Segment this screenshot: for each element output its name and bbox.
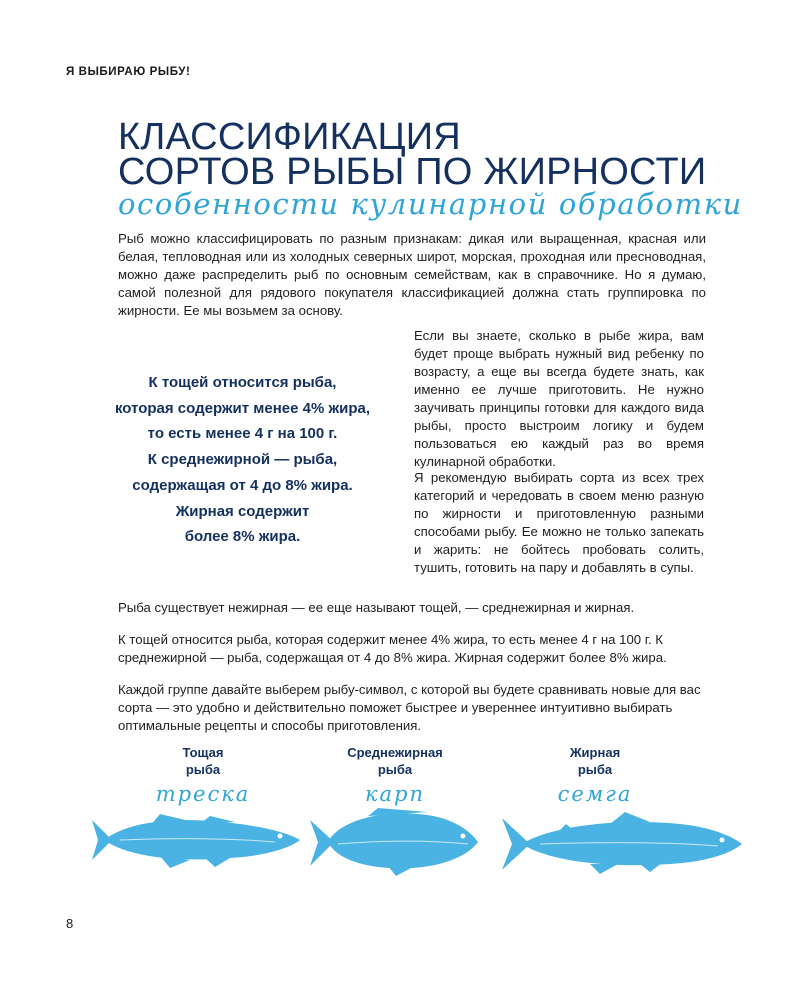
highlight-line: Жирная содержит [175,502,310,520]
fish-name: карп [364,782,426,806]
bottom-paragraph-3: Каждой группе давайте выберем рыбу-символ, с которой вы будете сравнивать новые для вас сорта — это удобно и действительно поможет быстрее и увереннее интуитивно выбирать оптимальные рецепты и способы приготовления. [118,682,701,733]
salmon-fish-illustration [500,812,744,876]
highlight-block [90,370,395,550]
highlight-line: более 8% жира. [184,528,301,546]
cod-fish-illustration [90,810,302,870]
fish-label-line2: рыба [577,762,613,777]
fish-card-salmon [540,744,650,806]
right-column-paragraph-1: Если вы знаете, сколько в рыбе жира, вам будет проще выбрать нужный вид ребенку по возрасту, а еще вы всегда будете знать, как именно ее лучше приготовить. Не нужно заучивать принципы готовки для каждого вида рыбы, просто выстроим логику и будем пользоваться ею каждый раз во время кулинарной обработки. [414,328,704,469]
bottom-paragraph-2: К тощей относится рыба, которая содержит менее 4% жира, то есть менее 4 г на 100 г. К среднежирной — рыба, содержащая от 4 до 8% жира. Жирная содержит более 8% жира. [118,632,667,665]
fish-label-line2: рыба [185,762,221,777]
highlight-line: содержащая от 4 до 8% жира. [132,476,353,494]
carp-fish-illustration [308,806,482,878]
page-title-line-2: СОРТОВ РЫБЫ ПО ЖИРНОСТИ [118,151,707,193]
fish-card-carp [335,744,455,806]
fish-label-line1: Тощая [182,745,224,760]
highlight-line: К тощей относится рыба, [148,374,337,391]
fish-card-cod [148,744,258,806]
fish-name: треска [155,782,251,806]
right-column-paragraph-2: Я рекомендую выбирать сорта из всех трех категорий и чередовать в своем меню разную по жирности и приготовленную разными способами рыбу. Ее можно не только запекать и жарить: не бойтесь пробовать солить, тушить, готовить на пару и добавлять в супы. [414,470,704,575]
highlight-line: которая содержит менее 4% жира, [114,399,371,417]
page-number: 8 [66,916,74,931]
fish-label-line2: рыба [377,762,413,777]
highlight-line: К среднежирной — рыба, [147,451,338,469]
bottom-paragraph-1: Рыба существует нежирная — ее еще называют тощей, — среднежирная и жирная. [118,600,635,615]
intro-paragraph: Рыб можно классифицировать по разным признакам: дикая или выращенная, красная или белая, тепловодная или из холодных северных широт, морская, проходная или пресноводная, можно даже распределить рыб по основным семействам, как в справочнике. Но я думаю, самой полезной для рядового покупателя классификацией должна стать группировка по жирности. Ее мы возьмем за основу. [118,231,706,318]
fish-name: семга [557,782,633,806]
fish-label-line1: Среднежирная [347,745,443,760]
fish-label-line1: Жирная [569,745,621,760]
running-head: Я ВЫБИРАЮ РЫБУ! [66,66,191,78]
page-subtitle: особенности кулинарной обработки [118,187,743,221]
page-title-line-1: КЛАССИФИКАЦИЯ [118,116,461,158]
highlight-line: то есть менее 4 г на 100 г. [147,425,338,443]
